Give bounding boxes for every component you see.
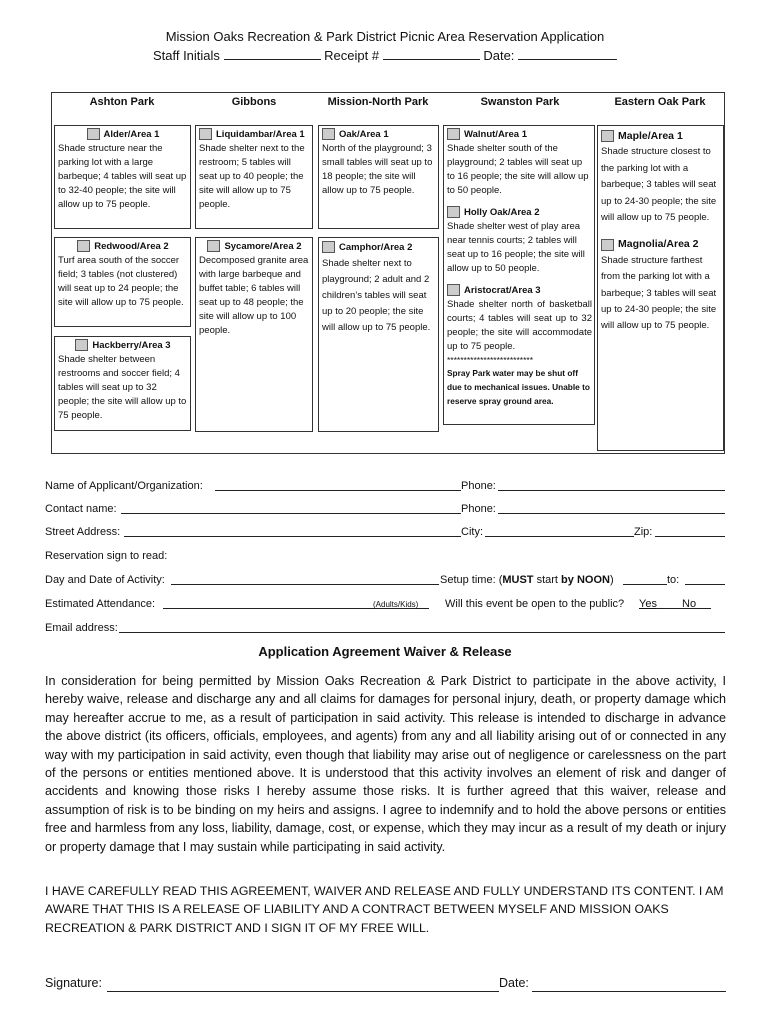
area-desc: Shade shelter next to playground; 2 adult and 2 children’s tables will seat up to 20 people; the site will allow up to 75 people. xyxy=(322,258,431,333)
street-address-field[interactable] xyxy=(124,525,461,537)
receipt-label: Receipt # xyxy=(324,48,380,63)
alder-checkbox[interactable] xyxy=(87,128,100,140)
signature-label: Signature: xyxy=(45,976,102,990)
sycamore-checkbox[interactable] xyxy=(207,240,220,252)
waiver-acknowledgement: I HAVE CAREFULLY READ THIS AGREEMENT, WAIVER AND RELEASE AND FULLY UNDERSTAND ITS CONTENT. I AM AWARE THAT THIS IS A RELEASE OF LIABILITY AND A CONTRACT BETWEEN MYSELF AND MISSION OAKS RECREATION & PARK DISTRICT AND I SIGN IT OF MY FREE WILL. xyxy=(45,884,724,935)
area-name: Liquidambar/Area 1 xyxy=(216,129,305,140)
area-name: Walnut/Area 1 xyxy=(464,129,527,140)
street-address-label: Street Address: xyxy=(45,526,121,538)
public-no-option[interactable]: No xyxy=(682,598,697,610)
signature-field[interactable] xyxy=(107,978,499,992)
email-label: Email address: xyxy=(45,622,118,634)
area-redwood xyxy=(54,237,191,327)
area-desc: Shade shelter between restrooms and soccer field; 4 tables will seat up to 32 people; the site will allow up to 75 people. xyxy=(58,354,187,421)
area-alder xyxy=(54,125,191,229)
contact-phone-field[interactable] xyxy=(498,502,725,514)
email-field[interactable] xyxy=(119,621,725,633)
area-oak xyxy=(318,125,439,229)
applicant-name-row xyxy=(45,478,725,494)
reservation-sign-label: Reservation sign to read: xyxy=(45,550,168,562)
area-name: Oak/Area 1 xyxy=(339,129,389,140)
hackberry-checkbox[interactable] xyxy=(75,339,88,351)
setup-start-field[interactable] xyxy=(623,573,667,585)
to-label: to: xyxy=(667,574,680,586)
contact-name-field[interactable] xyxy=(121,502,461,514)
aristocrat-checkbox[interactable] xyxy=(447,284,460,296)
contact-row xyxy=(45,501,725,517)
area-eastern-column xyxy=(597,125,724,451)
attendance-row xyxy=(45,596,725,612)
staff-row xyxy=(0,47,770,65)
receipt-field[interactable] xyxy=(383,47,480,60)
address-row xyxy=(45,524,725,540)
area-desc: Shade structure near the parking lot with a large barbeque; 4 tables will seat up to 32-40 people; the site will allow up to 75 people. xyxy=(58,143,187,210)
phone-label: Phone: xyxy=(461,480,496,492)
signature-date-field[interactable] xyxy=(532,978,726,992)
oak-checkbox[interactable] xyxy=(322,128,335,140)
waiver-body: In consideration for being permitted by Mission Oaks Recreation & Park District to participate in the above activity, I hereby waive, release and discharge any and all claims for damages for personal injury, death, or property damage which may hereafter accrue to me, as a result of participation in said activity. This release is intended to discharge in advance the above district (its officers, officials, employees, and agents) from any and all liability arising out of or connected in any way with my participation in said activity, even though that liability may arise out of negligence or carelessness on the part of the persons or entities mentioned above. It is understood that this activity involves an element of risk and danger of accidents and knowing those risks I hereby assume those risks. It is further agreed that this waiver, release and assumption of risk is to be binding on my heirs and assigns. I agree to indemnify and to hold the above persons or entities free and harmless from any loss, liability, damage, cost, or expense, which they may incur as a result of my death or injury or property damage that I may sustain while participating in said activity. xyxy=(45,674,726,854)
city-label: City: xyxy=(461,526,483,538)
attendance-label: Estimated Attendance: xyxy=(45,598,156,610)
area-desc: North of the playground; 3 small tables will seat up to 18 people; the site will allow up to 75 people. xyxy=(322,143,433,196)
area-desc: Shade shelter west of play area near tennis courts; 2 tables will seat up to 16 people; the site will allow up to 50 people. xyxy=(447,221,585,274)
header-gibbons: Gibbons xyxy=(231,96,277,108)
applicant-name-field[interactable] xyxy=(215,479,461,491)
holly-oak-checkbox[interactable] xyxy=(447,206,460,218)
header-swanston-park: Swanston Park xyxy=(480,96,560,108)
area-camphor xyxy=(318,237,439,432)
area-desc: Shade structure closest to the parking lot with a barbeque; 3 tables will seat up to 24-30 people; the site will allow up to 75 people. xyxy=(601,146,717,224)
area-desc: Shade structure farthest from the parking lot with a barbeque; 3 tables will seat up to 24-30 people; the site will allow up to 75 people. xyxy=(601,254,717,332)
phone-field[interactable] xyxy=(498,479,725,491)
contact-name-label: Contact name: xyxy=(45,503,117,515)
public-question: Will this event be open to the public? xyxy=(445,598,625,610)
area-desc: Shade shelter south of the playground; 2 tables will seat up to 16 people; the site will allow up to 50 people. xyxy=(447,143,589,196)
header-date-label: Date: xyxy=(483,48,515,63)
magnolia-checkbox[interactable] xyxy=(601,239,614,251)
setup-end-field[interactable] xyxy=(685,573,725,585)
setup-time-label: Setup time: (MUST start by NOON) xyxy=(440,574,614,586)
walnut-checkbox[interactable] xyxy=(447,128,460,140)
city-field[interactable] xyxy=(485,525,634,537)
area-desc: Shade shelter north of basketball courts; 4 tables will seat up to 32 people; the site will accommodate up to 75 people. xyxy=(447,299,592,352)
day-date-field[interactable] xyxy=(171,573,439,585)
page-title: Mission Oaks Recreation & Park District Picnic Area Reservation Application xyxy=(165,29,605,44)
camphor-checkbox[interactable] xyxy=(322,241,335,253)
applicant-name-label: Name of Applicant/Organization: xyxy=(45,480,203,492)
header-mission-north-park: Mission-North Park xyxy=(327,96,429,108)
area-desc: Turf area south of the soccer field; 3 tables (not clustered) will seat up to 24 people; the site will allow up to 75 people. xyxy=(58,255,184,308)
area-name: Magnolia/Area 2 xyxy=(618,238,699,251)
area-liquidambar xyxy=(195,125,313,229)
area-hackberry xyxy=(54,336,191,431)
staff-initials-field[interactable] xyxy=(224,47,321,60)
area-name: Hackberry/Area 3 xyxy=(92,340,171,351)
area-name: Camphor/Area 2 xyxy=(339,242,413,253)
sign-row xyxy=(45,548,725,564)
header-eastern-oak-park: Eastern Oak Park xyxy=(614,96,706,108)
area-desc: Decomposed granite area with large barbeque and buffet table; 6 tables will seat up to 48 people; the site will allow up to 100 people. xyxy=(199,255,309,336)
header-date-field[interactable] xyxy=(518,47,617,60)
public-yes-option[interactable]: Yes xyxy=(639,598,657,610)
area-sycamore xyxy=(195,237,313,432)
liquidambar-checkbox[interactable] xyxy=(199,128,212,140)
signature-row xyxy=(45,976,726,994)
spray-park-note: Spray Park water may be shut off due to mechanical issues. Unable to reserve spray ground area. xyxy=(447,368,590,406)
signature-date-label: Date: xyxy=(499,976,529,990)
day-date-label: Day and Date of Activity: xyxy=(45,574,165,586)
contact-phone-label: Phone: xyxy=(461,503,496,515)
activity-row xyxy=(45,572,725,588)
maple-checkbox[interactable] xyxy=(601,130,614,142)
area-name: Redwood/Area 2 xyxy=(94,241,169,252)
area-name: Alder/Area 1 xyxy=(103,129,160,140)
area-name: Sycamore/Area 2 xyxy=(224,241,302,252)
area-name: Maple/Area 1 xyxy=(618,130,683,142)
zip-field[interactable] xyxy=(655,525,725,537)
area-swanston-column xyxy=(443,125,595,425)
header-ashton-park: Ashton Park xyxy=(89,96,155,108)
area-name: Holly Oak/Area 2 xyxy=(464,207,540,218)
adults-kids-hint: (Adults/Kids) xyxy=(373,600,419,609)
staff-initials-label: Staff Initials xyxy=(152,48,220,63)
waiver-title: Application Agreement Waiver & Release xyxy=(258,644,512,659)
email-row xyxy=(45,620,725,636)
area-desc: Shade shelter next to the restroom; 5 tables will seat up to 40 people; the site will allow up to 75 people. xyxy=(199,143,305,210)
area-name: Aristocrat/Area 3 xyxy=(464,285,541,296)
spray-park-stars: ************************** xyxy=(447,355,534,365)
zip-label: Zip: xyxy=(634,526,653,538)
park-areas-table xyxy=(51,92,725,454)
redwood-checkbox[interactable] xyxy=(77,240,90,252)
